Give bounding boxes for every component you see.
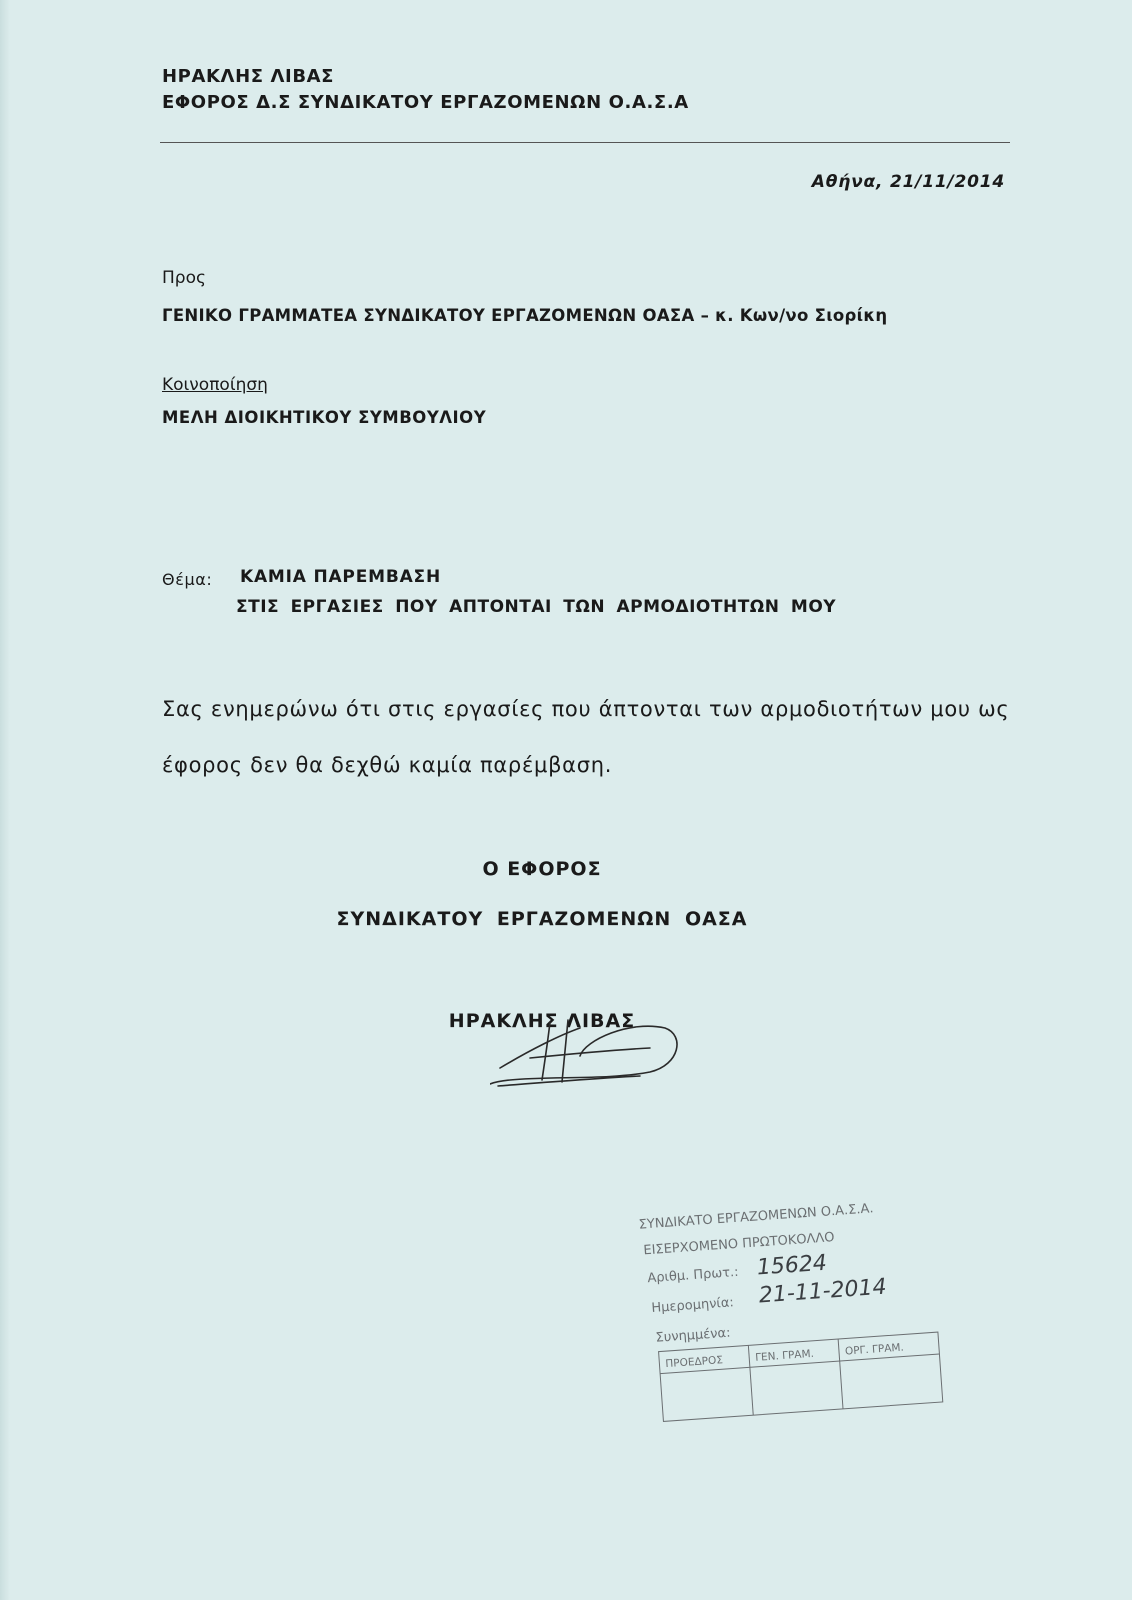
stamp-attach-label: Συνημμένα: [655,1325,732,1346]
signoff-org: ΣΥΝΔΙΚΑΤΟΥ ΕΡΓΑΖΟΜΕΝΩΝ ΟΑΣΑ [336,908,748,930]
subject-line-2: ΣΤΙΣ ΕΡΓΑΣΙΕΣ ΠΟΥ ΑΠΤΟΝΤΑΙ ΤΩΝ ΑΡΜΟΔΙΟΤΗΤΩΝ ΜΟΥ [236,597,837,617]
recipient-text: ΓΕΝΙΚΟ ΓΡΑΜΜΑΤΕΑ ΣΥΝΔΙΚΑΤΟΥ ΕΡΓΑΖΟΜΕΝΩΝ ΟΑΣΑ – κ. Κων/νο Σιορίκη [162,306,888,325]
body-line-1: Σας ενημερώνω ότι στις εργασίες που άπτονται των αρμοδιοτήτων μου ως [162,697,1010,721]
stamp-number-label: Αριθμ. Πρωτ.: [646,1264,740,1287]
protocol-stamp [630,1180,960,1440]
handwritten-signature [490,1010,690,1100]
scan-edge-shadow [0,0,10,1600]
stamp-col-president: ΠΡΟΕΔΡΟΣ [665,1354,724,1371]
cc-label: Κοινοποίηση [162,375,268,395]
subject-label: Θέμα: [162,570,213,589]
stamp-col-gen-secretary: ΓΕΝ. ΓΡΑΜ. [754,1347,815,1364]
cc-text: ΜΕΛΗ ΔΙΟΙΚΗΤΙΚΟΥ ΣΥΜΒΟΥΛΙΟΥ [162,408,487,427]
signoff-title: Ο ΕΦΟΡΟΣ [482,858,602,880]
sender-name: ΗΡΑΚΛΗΣ ΛΙΒΑΣ [162,66,335,87]
header-divider [160,142,1010,143]
stamp-date-value: 21-11-2014 [758,1274,888,1309]
stamp-register: ΕΙΣΕΡΧΟΜΕΝΟ ΠΡΩΤΟΚΟΛΛΟ [642,1230,836,1259]
letter-date: Αθήνα, 21/11/2014 [811,172,1005,192]
sender-role: ΕΦΟΡΟΣ Δ.Σ ΣΥΝΔΙΚΑΤΟΥ ΕΡΓΑΖΟΜΕΝΩΝ Ο.Α.Σ.Α [162,92,689,113]
stamp-org: ΣΥΝΔΙΚΑΤΟ ΕΡΓΑΖΟΜΕΝΩΝ Ο.Α.Σ.Α. [638,1201,875,1233]
stamp-date-label: Ημερομηνία: [651,1295,735,1316]
stamp-number-value: 15624 [756,1250,828,1281]
stamp-col-org-secretary: ΟΡΓ. ΓΡΑΜ. [844,1341,905,1358]
signoff-name: ΗΡΑΚΛΗΣ ΛΙΒΑΣ [448,1010,636,1032]
recipient-label: Προς [162,268,206,288]
subject-line-1: ΚΑΜΙΑ ΠΑΡΕΜΒΑΣΗ [240,567,441,587]
body-line-2: έφορος δεν θα δεχθώ καμία παρέμβαση. [162,753,613,777]
